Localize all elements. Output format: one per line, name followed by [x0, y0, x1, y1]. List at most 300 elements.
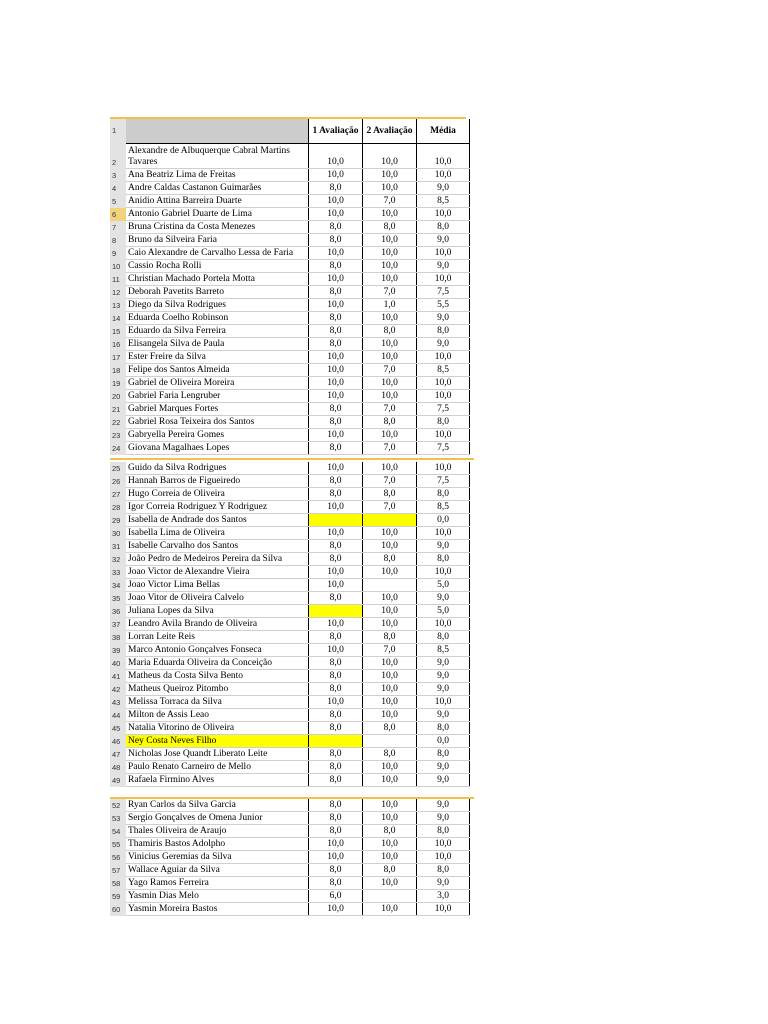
- media-cell[interactable]: 10,0: [417, 618, 470, 631]
- student-name-cell[interactable]: Christian Machado Portela Motta: [126, 273, 309, 286]
- student-name-cell[interactable]: Sergio Gonçalves de Omena Junior: [126, 812, 309, 825]
- row-number[interactable]: 56: [110, 851, 126, 864]
- student-name-cell[interactable]: Hannah Barros de Figueiredo: [126, 475, 309, 488]
- row-number[interactable]: 59: [110, 890, 126, 903]
- avaliacao-1-cell[interactable]: 8,0: [309, 774, 363, 787]
- avaliacao-1-cell[interactable]: 8,0: [309, 540, 363, 553]
- avaliacao-1-cell[interactable]: 10,0: [309, 527, 363, 540]
- row-number[interactable]: 24: [110, 442, 126, 455]
- media-cell[interactable]: 8,0: [417, 825, 470, 838]
- media-cell[interactable]: 9,0: [417, 234, 470, 247]
- student-name-cell[interactable]: Ester Freire da Silva: [126, 351, 309, 364]
- media-cell[interactable]: 9,0: [417, 774, 470, 787]
- avaliacao-1-cell[interactable]: 10,0: [309, 644, 363, 657]
- avaliacao-1-cell[interactable]: 8,0: [309, 864, 363, 877]
- student-name-cell[interactable]: Natalia Vitorino de Oliveira: [126, 722, 309, 735]
- student-name-cell[interactable]: Giovana Magalhaes Lopes: [126, 442, 309, 455]
- avaliacao-2-cell[interactable]: 10,0: [363, 696, 417, 709]
- student-name-cell[interactable]: Eduardo da Silva Ferreira: [126, 325, 309, 338]
- avaliacao-2-cell[interactable]: [363, 890, 417, 903]
- avaliacao-1-cell[interactable]: 8,0: [309, 683, 363, 696]
- student-name-cell[interactable]: Thales Oliveira de Araujo: [126, 825, 309, 838]
- student-name-cell[interactable]: Hugo Correia de Oliveira: [126, 488, 309, 501]
- row-number[interactable]: 14: [110, 312, 126, 325]
- avaliacao-2-cell[interactable]: 10,0: [363, 761, 417, 774]
- row-number[interactable]: 5: [110, 195, 126, 208]
- media-cell[interactable]: 7,5: [417, 403, 470, 416]
- row-number[interactable]: 9: [110, 247, 126, 260]
- avaliacao-1-cell[interactable]: 10,0: [309, 696, 363, 709]
- student-name-cell[interactable]: Gabriel Rosa Teixeira dos Santos: [126, 416, 309, 429]
- row-number[interactable]: 20: [110, 390, 126, 403]
- media-cell[interactable]: 8,5: [417, 195, 470, 208]
- media-cell[interactable]: 10,0: [417, 273, 470, 286]
- avaliacao-1-cell[interactable]: 8,0: [309, 592, 363, 605]
- avaliacao-1-cell[interactable]: 10,0: [309, 208, 363, 221]
- avaliacao-2-cell[interactable]: 8,0: [363, 864, 417, 877]
- col-header-avaliacao-2[interactable]: 2 Avaliação: [363, 119, 417, 144]
- table-row: [110, 247, 470, 260]
- row-number[interactable]: 34: [110, 579, 126, 592]
- table-row: [110, 864, 470, 877]
- avaliacao-2-cell[interactable]: 10,0: [363, 799, 417, 812]
- media-cell[interactable]: 10,0: [417, 903, 470, 916]
- media-cell[interactable]: 10,0: [417, 527, 470, 540]
- student-name-cell[interactable]: Deborah Pavetits Barreto: [126, 286, 309, 299]
- media-cell[interactable]: 10,0: [417, 208, 470, 221]
- row-number[interactable]: 46: [110, 735, 126, 748]
- avaliacao-2-cell[interactable]: 10,0: [363, 540, 417, 553]
- row-number[interactable]: 11: [110, 273, 126, 286]
- row-number[interactable]: 26: [110, 475, 126, 488]
- student-name-cell[interactable]: Joao Victor Lima Bellas: [126, 579, 309, 592]
- student-name-cell[interactable]: Alexandre de Albuquerque Cabral Martins Tavares: [126, 144, 309, 169]
- media-cell[interactable]: 10,0: [417, 351, 470, 364]
- row-number[interactable]: 35: [110, 592, 126, 605]
- media-cell[interactable]: 0,0: [417, 735, 470, 748]
- row-number[interactable]: 47: [110, 748, 126, 761]
- row-number[interactable]: 48: [110, 761, 126, 774]
- avaliacao-1-cell[interactable]: 10,0: [309, 247, 363, 260]
- row-number[interactable]: 23: [110, 429, 126, 442]
- media-cell[interactable]: 9,0: [417, 338, 470, 351]
- student-name-cell[interactable]: Lorran Leite Reis: [126, 631, 309, 644]
- row-number[interactable]: 4: [110, 182, 126, 195]
- row-number[interactable]: 12: [110, 286, 126, 299]
- media-cell[interactable]: 9,0: [417, 182, 470, 195]
- avaliacao-1-cell[interactable]: 8,0: [309, 442, 363, 455]
- avaliacao-1-cell[interactable]: 8,0: [309, 312, 363, 325]
- media-cell[interactable]: 9,0: [417, 683, 470, 696]
- row-number[interactable]: 6: [110, 208, 126, 221]
- table-row: [110, 514, 470, 527]
- media-cell[interactable]: 10,0: [417, 566, 470, 579]
- avaliacao-2-cell[interactable]: 10,0: [363, 657, 417, 670]
- avaliacao-2-cell[interactable]: [363, 579, 417, 592]
- avaliacao-2-cell[interactable]: 10,0: [363, 709, 417, 722]
- avaliacao-1-cell[interactable]: 10,0: [309, 390, 363, 403]
- row-number[interactable]: 25: [110, 462, 126, 475]
- media-cell[interactable]: 8,0: [417, 722, 470, 735]
- media-cell[interactable]: 9,0: [417, 670, 470, 683]
- grades-table-part2: [110, 462, 470, 787]
- avaliacao-2-cell[interactable]: 1,0: [363, 299, 417, 312]
- avaliacao-2-cell[interactable]: 10,0: [363, 877, 417, 890]
- row-number[interactable]: 1: [110, 119, 126, 144]
- media-cell[interactable]: 7,5: [417, 475, 470, 488]
- avaliacao-2-cell[interactable]: 7,0: [363, 364, 417, 377]
- avaliacao-2-cell[interactable]: 10,0: [363, 390, 417, 403]
- row-number[interactable]: 2: [110, 144, 126, 169]
- media-cell[interactable]: 5,0: [417, 579, 470, 592]
- row-number[interactable]: 45: [110, 722, 126, 735]
- avaliacao-1-cell[interactable]: 10,0: [309, 429, 363, 442]
- avaliacao-1-cell[interactable]: 10,0: [309, 579, 363, 592]
- grades-table-part1: [110, 119, 470, 455]
- row-number[interactable]: 41: [110, 670, 126, 683]
- avaliacao-2-cell[interactable]: 10,0: [363, 247, 417, 260]
- avaliacao-2-cell[interactable]: 8,0: [363, 748, 417, 761]
- avaliacao-1-cell[interactable]: 8,0: [309, 221, 363, 234]
- media-cell[interactable]: 9,0: [417, 812, 470, 825]
- avaliacao-2-cell[interactable]: 10,0: [363, 670, 417, 683]
- media-cell[interactable]: 7,5: [417, 442, 470, 455]
- avaliacao-1-cell[interactable]: 10,0: [309, 903, 363, 916]
- media-cell[interactable]: 8,0: [417, 416, 470, 429]
- student-name-cell[interactable]: Gabriel Faria Lengruber: [126, 390, 309, 403]
- avaliacao-2-cell[interactable]: 7,0: [363, 286, 417, 299]
- avaliacao-2-cell[interactable]: 10,0: [363, 429, 417, 442]
- row-number[interactable]: 29: [110, 514, 126, 527]
- media-cell[interactable]: 8,0: [417, 488, 470, 501]
- avaliacao-1-cell[interactable]: 10,0: [309, 195, 363, 208]
- media-cell[interactable]: 8,0: [417, 553, 470, 566]
- row-number[interactable]: 43: [110, 696, 126, 709]
- avaliacao-2-cell[interactable]: 10,0: [363, 377, 417, 390]
- avaliacao-2-cell[interactable]: 10,0: [363, 605, 417, 618]
- avaliacao-2-cell[interactable]: 10,0: [363, 592, 417, 605]
- avaliacao-1-cell[interactable]: [309, 735, 363, 748]
- media-cell[interactable]: 10,0: [417, 838, 470, 851]
- avaliacao-2-cell[interactable]: 10,0: [363, 338, 417, 351]
- row-number[interactable]: 19: [110, 377, 126, 390]
- student-name-cell[interactable]: Nicholas Jose Quandt Liberato Leite: [126, 748, 309, 761]
- student-name-cell[interactable]: Bruno da Silveira Faria: [126, 234, 309, 247]
- avaliacao-2-cell[interactable]: 10,0: [363, 566, 417, 579]
- media-cell[interactable]: 5,5: [417, 299, 470, 312]
- row-number[interactable]: 13: [110, 299, 126, 312]
- row-number[interactable]: 3: [110, 169, 126, 182]
- avaliacao-2-cell[interactable]: [363, 514, 417, 527]
- student-name-cell[interactable]: Isabella de Andrade dos Santos: [126, 514, 309, 527]
- row-number[interactable]: 18: [110, 364, 126, 377]
- student-name-cell[interactable]: Juliana Lopes da Silva: [126, 605, 309, 618]
- media-cell[interactable]: 9,0: [417, 761, 470, 774]
- avaliacao-1-cell[interactable]: 10,0: [309, 851, 363, 864]
- avaliacao-2-cell[interactable]: 10,0: [363, 312, 417, 325]
- table-row: [110, 377, 470, 390]
- student-name-cell[interactable]: João Pedro de Medeiros Pereira da Silva: [126, 553, 309, 566]
- media-cell[interactable]: 8,0: [417, 631, 470, 644]
- avaliacao-1-cell[interactable]: 8,0: [309, 286, 363, 299]
- avaliacao-1-cell[interactable]: 10,0: [309, 364, 363, 377]
- avaliacao-1-cell[interactable]: 8,0: [309, 182, 363, 195]
- media-cell[interactable]: 9,0: [417, 312, 470, 325]
- avaliacao-2-cell[interactable]: 7,0: [363, 475, 417, 488]
- row-number[interactable]: 30: [110, 527, 126, 540]
- student-name-cell[interactable]: Ryan Carlos da Silva Garcia: [126, 799, 309, 812]
- avaliacao-1-cell[interactable]: 8,0: [309, 553, 363, 566]
- col-header-avaliacao-1[interactable]: 1 Avaliação: [309, 119, 363, 144]
- row-number[interactable]: 10: [110, 260, 126, 273]
- row-number[interactable]: 32: [110, 553, 126, 566]
- student-name-cell[interactable]: Vinicius Geremias da Silva: [126, 851, 309, 864]
- avaliacao-2-cell[interactable]: 8,0: [363, 488, 417, 501]
- row-number[interactable]: 21: [110, 403, 126, 416]
- student-name-cell[interactable]: Ana Beatriz Lima de Freitas: [126, 169, 309, 182]
- row-number[interactable]: 58: [110, 877, 126, 890]
- media-cell[interactable]: 10,0: [417, 377, 470, 390]
- row-number[interactable]: 28: [110, 501, 126, 514]
- media-cell[interactable]: 10,0: [417, 247, 470, 260]
- table-row: [110, 670, 470, 683]
- student-name-cell[interactable]: Matheus da Costa Silva Bento: [126, 670, 309, 683]
- media-cell[interactable]: 8,0: [417, 325, 470, 338]
- student-name-cell[interactable]: Isabella Lima de Oliveira: [126, 527, 309, 540]
- avaliacao-2-cell[interactable]: 10,0: [363, 774, 417, 787]
- student-name-cell[interactable]: Igor Correia Rodriguez Y Rodriguez: [126, 501, 309, 514]
- avaliacao-2-cell[interactable]: 7,0: [363, 403, 417, 416]
- student-name-cell[interactable]: Milton de Assis Leao: [126, 709, 309, 722]
- media-cell[interactable]: 7,5: [417, 286, 470, 299]
- avaliacao-1-cell[interactable]: [309, 605, 363, 618]
- avaliacao-2-cell[interactable]: 7,0: [363, 195, 417, 208]
- student-name-cell[interactable]: Caio Alexandre de Carvalho Lessa de Faria: [126, 247, 309, 260]
- student-name-cell[interactable]: Antonio Gabriel Duarte de Lima: [126, 208, 309, 221]
- avaliacao-2-cell[interactable]: 7,0: [363, 442, 417, 455]
- row-number[interactable]: 54: [110, 825, 126, 838]
- student-name-cell[interactable]: Diego da Silva Rodrigues: [126, 299, 309, 312]
- avaliacao-1-cell[interactable]: 10,0: [309, 501, 363, 514]
- student-name-cell[interactable]: Ney Costa Neves Filho: [126, 735, 309, 748]
- avaliacao-2-cell[interactable]: 10,0: [363, 351, 417, 364]
- avaliacao-1-cell[interactable]: 10,0: [309, 618, 363, 631]
- avaliacao-1-cell[interactable]: 10,0: [309, 299, 363, 312]
- avaliacao-1-cell[interactable]: 8,0: [309, 403, 363, 416]
- media-cell[interactable]: 10,0: [417, 144, 470, 169]
- avaliacao-1-cell[interactable]: 8,0: [309, 325, 363, 338]
- student-name-cell[interactable]: Wallace Aguiar da Silva: [126, 864, 309, 877]
- avaliacao-1-cell[interactable]: 8,0: [309, 234, 363, 247]
- student-name-cell[interactable]: Marco Antonio Gonçalves Fonseca: [126, 644, 309, 657]
- table-row: [110, 390, 470, 403]
- avaliacao-1-cell[interactable]: 10,0: [309, 566, 363, 579]
- avaliacao-1-cell[interactable]: 8,0: [309, 799, 363, 812]
- media-cell[interactable]: 10,0: [417, 851, 470, 864]
- table-row: [110, 488, 470, 501]
- media-cell[interactable]: 3,0: [417, 890, 470, 903]
- media-cell[interactable]: 10,0: [417, 429, 470, 442]
- media-cell[interactable]: 10,0: [417, 462, 470, 475]
- media-cell[interactable]: 8,0: [417, 221, 470, 234]
- student-name-cell[interactable]: Maria Eduarda Oliveira da Conceição: [126, 657, 309, 670]
- avaliacao-2-cell[interactable]: 10,0: [363, 812, 417, 825]
- avaliacao-1-cell[interactable]: 10,0: [309, 838, 363, 851]
- student-name-cell[interactable]: Joao Vitor de Oliveira Calvelo: [126, 592, 309, 605]
- avaliacao-1-cell[interactable]: 8,0: [309, 670, 363, 683]
- avaliacao-2-cell[interactable]: 7,0: [363, 501, 417, 514]
- row-number[interactable]: 39: [110, 644, 126, 657]
- student-name-cell[interactable]: Yago Ramos Ferreira: [126, 877, 309, 890]
- avaliacao-1-cell[interactable]: 10,0: [309, 169, 363, 182]
- row-number[interactable]: 55: [110, 838, 126, 851]
- student-name-cell[interactable]: Felipe dos Santos Almeida: [126, 364, 309, 377]
- avaliacao-1-cell[interactable]: 10,0: [309, 377, 363, 390]
- avaliacao-1-cell[interactable]: 8,0: [309, 812, 363, 825]
- avaliacao-1-cell[interactable]: 8,0: [309, 877, 363, 890]
- row-number[interactable]: 37: [110, 618, 126, 631]
- avaliacao-2-cell[interactable]: 8,0: [363, 722, 417, 735]
- avaliacao-1-cell[interactable]: 8,0: [309, 748, 363, 761]
- table-row: [110, 903, 470, 916]
- avaliacao-2-cell[interactable]: 10,0: [363, 169, 417, 182]
- avaliacao-1-cell[interactable]: 8,0: [309, 761, 363, 774]
- avaliacao-1-cell[interactable]: 8,0: [309, 488, 363, 501]
- avaliacao-1-cell[interactable]: 8,0: [309, 722, 363, 735]
- student-name-cell[interactable]: Anidio Attina Barreira Duarte: [126, 195, 309, 208]
- row-number[interactable]: 15: [110, 325, 126, 338]
- media-cell[interactable]: 9,0: [417, 709, 470, 722]
- avaliacao-2-cell[interactable]: 10,0: [363, 144, 417, 169]
- avaliacao-2-cell[interactable]: 10,0: [363, 683, 417, 696]
- row-number[interactable]: 60: [110, 903, 126, 916]
- row-number[interactable]: 27: [110, 488, 126, 501]
- student-name-cell[interactable]: Melissa Torraca da Silva: [126, 696, 309, 709]
- student-name-cell[interactable]: Elisangela Silva de Paula: [126, 338, 309, 351]
- avaliacao-1-cell[interactable]: 8,0: [309, 631, 363, 644]
- avaliacao-1-cell[interactable]: 10,0: [309, 144, 363, 169]
- media-cell[interactable]: 9,0: [417, 799, 470, 812]
- name-header-cell[interactable]: [126, 119, 309, 144]
- media-cell[interactable]: 8,5: [417, 364, 470, 377]
- student-name-cell[interactable]: Leandro Avila Brando de Oliveira: [126, 618, 309, 631]
- media-cell[interactable]: 9,0: [417, 657, 470, 670]
- media-cell[interactable]: 5,0: [417, 605, 470, 618]
- student-name-cell[interactable]: Thamiris Bastos Adolpho: [126, 838, 309, 851]
- avaliacao-2-cell[interactable]: 10,0: [363, 182, 417, 195]
- row-number[interactable]: 42: [110, 683, 126, 696]
- student-name-cell[interactable]: Rafaela Firmino Alves: [126, 774, 309, 787]
- avaliacao-2-cell[interactable]: 10,0: [363, 851, 417, 864]
- avaliacao-2-cell[interactable]: 8,0: [363, 553, 417, 566]
- avaliacao-2-cell[interactable]: 10,0: [363, 260, 417, 273]
- media-cell[interactable]: 10,0: [417, 169, 470, 182]
- student-name-cell[interactable]: Yasmin Dias Melo: [126, 890, 309, 903]
- avaliacao-1-cell[interactable]: 6,0: [309, 890, 363, 903]
- avaliacao-2-cell[interactable]: 7,0: [363, 644, 417, 657]
- avaliacao-2-cell[interactable]: 8,0: [363, 325, 417, 338]
- row-number[interactable]: 33: [110, 566, 126, 579]
- media-cell[interactable]: 8,5: [417, 644, 470, 657]
- media-cell[interactable]: 0,0: [417, 514, 470, 527]
- row-number[interactable]: 31: [110, 540, 126, 553]
- avaliacao-1-cell[interactable]: 10,0: [309, 462, 363, 475]
- media-cell[interactable]: 10,0: [417, 390, 470, 403]
- avaliacao-1-cell[interactable]: 8,0: [309, 338, 363, 351]
- row-number[interactable]: 8: [110, 234, 126, 247]
- student-name-cell[interactable]: Cassio Rocha Rolli: [126, 260, 309, 273]
- row-number[interactable]: 44: [110, 709, 126, 722]
- avaliacao-2-cell[interactable]: 10,0: [363, 234, 417, 247]
- student-name-cell[interactable]: Andre Caldas Castanon Guimarães: [126, 182, 309, 195]
- student-name-cell[interactable]: Gabryella Pereira Gomes: [126, 429, 309, 442]
- avaliacao-2-cell[interactable]: 10,0: [363, 618, 417, 631]
- avaliacao-1-cell[interactable]: 8,0: [309, 416, 363, 429]
- avaliacao-2-cell[interactable]: 8,0: [363, 416, 417, 429]
- row-number[interactable]: 49: [110, 774, 126, 787]
- student-name-cell[interactable]: Gabriel Marques Fortes: [126, 403, 309, 416]
- avaliacao-1-cell[interactable]: 10,0: [309, 351, 363, 364]
- avaliacao-2-cell[interactable]: 10,0: [363, 462, 417, 475]
- avaliacao-2-cell[interactable]: 10,0: [363, 208, 417, 221]
- media-cell[interactable]: 8,0: [417, 864, 470, 877]
- avaliacao-1-cell[interactable]: 8,0: [309, 657, 363, 670]
- student-name-cell[interactable]: Gabriel de Oliveira Moreira: [126, 377, 309, 390]
- row-number[interactable]: 16: [110, 338, 126, 351]
- avaliacao-2-cell[interactable]: [363, 735, 417, 748]
- row-number[interactable]: 36: [110, 605, 126, 618]
- avaliacao-1-cell[interactable]: 10,0: [309, 273, 363, 286]
- row-number[interactable]: 57: [110, 864, 126, 877]
- student-name-cell[interactable]: Joao Victor de Alexandre Vieira: [126, 566, 309, 579]
- row-number[interactable]: 7: [110, 221, 126, 234]
- avaliacao-2-cell[interactable]: 10,0: [363, 903, 417, 916]
- avaliacao-1-cell[interactable]: 8,0: [309, 475, 363, 488]
- avaliacao-2-cell[interactable]: 10,0: [363, 527, 417, 540]
- row-number[interactable]: 22: [110, 416, 126, 429]
- avaliacao-2-cell[interactable]: 10,0: [363, 273, 417, 286]
- media-cell[interactable]: 9,0: [417, 877, 470, 890]
- avaliacao-1-cell[interactable]: 8,0: [309, 825, 363, 838]
- avaliacao-1-cell[interactable]: 8,0: [309, 260, 363, 273]
- col-header-media[interactable]: Média: [417, 119, 470, 144]
- avaliacao-1-cell[interactable]: 8,0: [309, 709, 363, 722]
- student-name-cell[interactable]: Isabelle Carvalho dos Santos: [126, 540, 309, 553]
- avaliacao-2-cell[interactable]: 8,0: [363, 631, 417, 644]
- media-cell[interactable]: 9,0: [417, 260, 470, 273]
- student-name-cell[interactable]: Paulo Renato Carneiro de Mello: [126, 761, 309, 774]
- media-cell[interactable]: 8,5: [417, 501, 470, 514]
- media-cell[interactable]: 9,0: [417, 592, 470, 605]
- media-cell[interactable]: 9,0: [417, 540, 470, 553]
- media-cell[interactable]: 8,0: [417, 748, 470, 761]
- row-number[interactable]: 40: [110, 657, 126, 670]
- avaliacao-2-cell[interactable]: 8,0: [363, 221, 417, 234]
- row-number[interactable]: 52: [110, 799, 126, 812]
- student-name-cell[interactable]: Bruna Cristina da Costa Menezes: [126, 221, 309, 234]
- avaliacao-2-cell[interactable]: 10,0: [363, 838, 417, 851]
- row-number[interactable]: 17: [110, 351, 126, 364]
- student-name-cell[interactable]: Matheus Queiroz Pitombo: [126, 683, 309, 696]
- student-name-cell[interactable]: Guido da Silva Rodrigues: [126, 462, 309, 475]
- row-number[interactable]: 53: [110, 812, 126, 825]
- student-name-cell[interactable]: Eduarda Coelho Robinson: [126, 312, 309, 325]
- row-number[interactable]: 38: [110, 631, 126, 644]
- media-cell[interactable]: 10,0: [417, 696, 470, 709]
- avaliacao-1-cell[interactable]: [309, 514, 363, 527]
- student-name-cell[interactable]: Yasmin Moreira Bastos: [126, 903, 309, 916]
- avaliacao-2-cell[interactable]: 8,0: [363, 825, 417, 838]
